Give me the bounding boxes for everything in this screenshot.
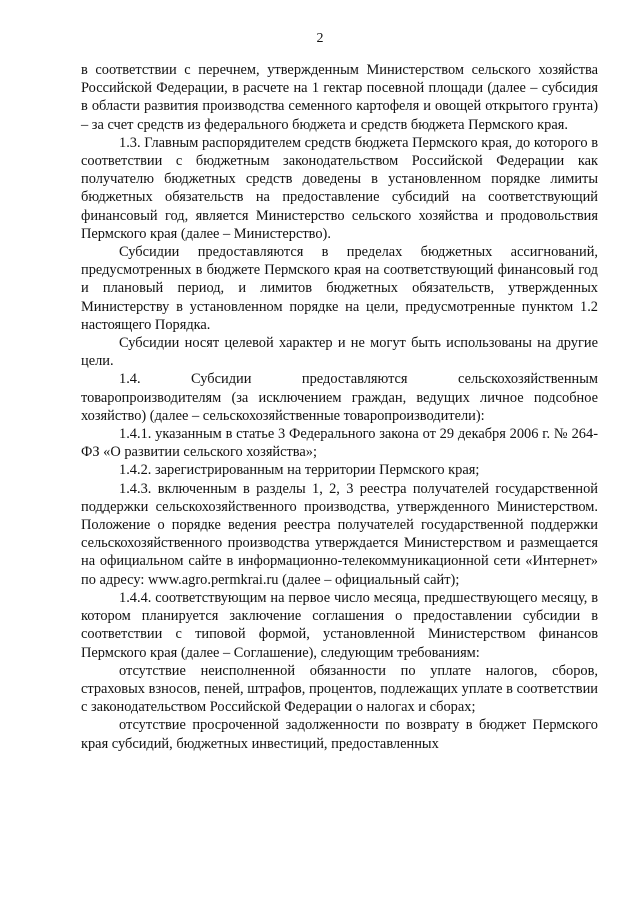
paragraph-no-tax-debt: отсутствие неисполненной обязанности по уплате налогов, сборов, страховых взносов, пеней, штрафов, процентов, подлежащих уплате в соответствии с законодательством Российской Федерации о налогах и сборах; <box>81 662 598 716</box>
page-number: 2 <box>316 31 324 46</box>
paragraph-1-3: 1.3. Главным распорядителем средств бюджета Пермского края, до которого в соответствии с бюджетным законодательством Российской Федерации как получателю бюджетных средств доведены в установленном порядке лимиты бюджетных обязательств на предоставление субсидий на соответствующий финансовый год, является Министерство сельского хозяйства и продовольствия Пермского края (далее – Министерство). <box>81 134 598 242</box>
paragraph-continuation: в соответствии с перечнем, утвержденным Министерством сельского хозяйства Российской Федерации, в расчете на 1 гектар посевной площади (далее – субсидия в области развития производства семенного картофеля и овощей открытого грунта) – за счет средств из федерального бюджета и средств бюджета Пермского края. <box>81 62 598 133</box>
paragraph-1-4: 1.4. Субсидии предоставляются сельскохозяйственным товаропроизводителям (за исключением граждан, ведущих личное подсобное хозяйство) (далее – сельскохозяйственные товаропроизводители): <box>81 371 598 424</box>
paragraph-1-4-4: 1.4.4. соответствующим на первое число месяца, предшествующего месяцу, в котором планируется заключение соглашения о предоставлении субсидии в соответствии с типовой формой, установленной Министерством финансов Пермского края (далее – Соглашение), следующим требованиям: <box>81 589 598 661</box>
paragraph-1-4-1: 1.4.1. указанным в статье 3 Федерального закона от 29 декабря 2006 г. № 264-ФЗ «О развитии сельского хозяйства»; <box>81 426 598 461</box>
paragraph-subsidies-limits: Субсидии предоставляются в пределах бюджетных ассигнований, предусмотренных в бюджете Пермского края на соответствующий финансовый год и плановый период, и лимитов бюджетных обязательств, утвержденных Министерству в установленном порядке на цели, предусмотренные пунктом 1.2 настоящего Порядка. <box>81 244 598 333</box>
paragraph-1-4-2: 1.4.2. зарегистрированным на территории Пермского края; <box>119 462 480 479</box>
paragraph-no-overdue-debt: отсутствие просроченной задолженности по возврату в бюджет Пермского края субсидий, бюджетных инвестиций, предоставленных <box>81 717 598 752</box>
paragraph-subsidies-purpose: Субсидии носят целевой характер и не могут быть использованы на другие цели. <box>81 335 598 370</box>
paragraph-1-4-3: 1.4.3. включенным в разделы 1, 2, 3 реестра получателей государственной поддержки сельскохозяйственного производства, утвержденного Министерством. Положение о порядке ведения реестра получателей государственной поддержки сельскохозяйственного производства утверждается Министерством и размещается на официальном сайте в информационно-телекоммуникационной сети «Интернет» по адресу: www.agro.permkrai.ru (далее – официальный сайт); <box>81 480 598 588</box>
document-body <box>81 61 598 753</box>
